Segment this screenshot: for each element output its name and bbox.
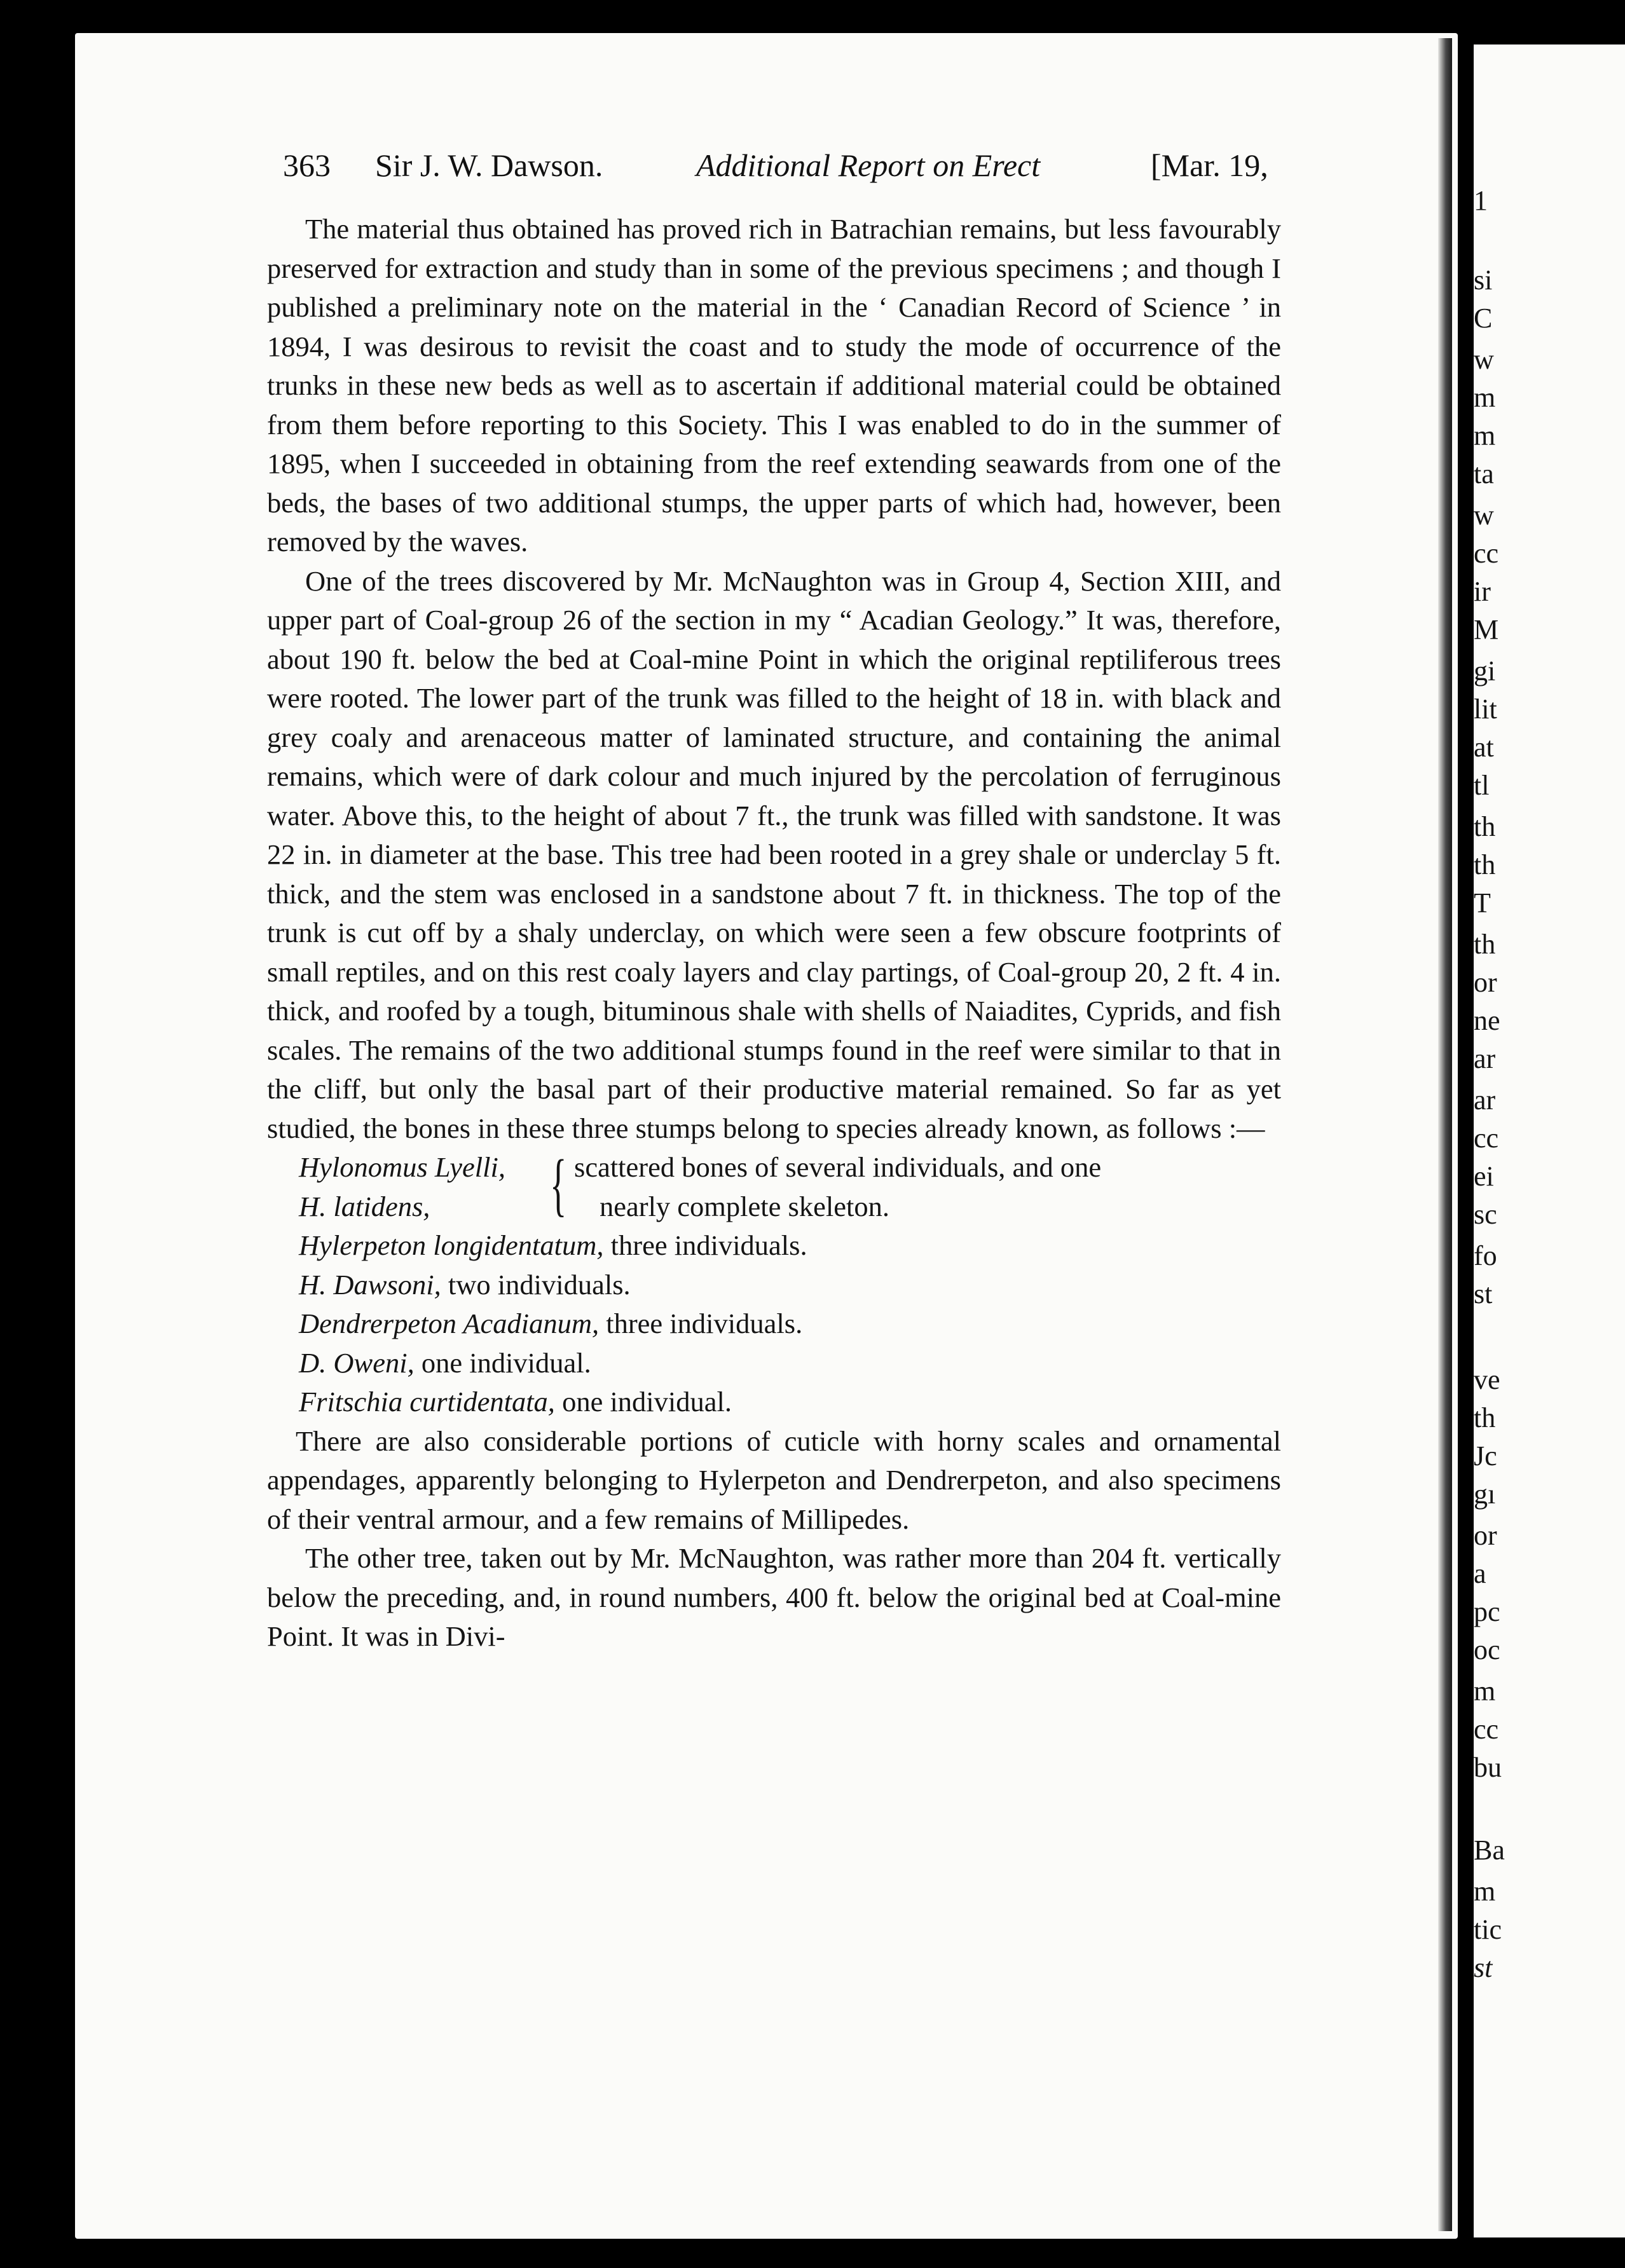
facing-page-fragment: gi xyxy=(1474,655,1496,687)
species-name: H. Dawsoni, xyxy=(299,1268,441,1301)
facing-page-fragment: m xyxy=(1474,382,1496,413)
species-entry xyxy=(267,1383,1281,1422)
header-author: Sir J. W. Dawson. xyxy=(375,147,603,183)
paragraph: The other tree, taken out by Mr. McNaughton, was rather more than 204 ft. vertically below the preceding, and, in round numbers, 400 ft. below the original bed at Coal-mine Point. It was in Divi- xyxy=(267,1542,1281,1652)
page-body xyxy=(267,210,1281,1657)
facing-page-fragment: tic xyxy=(1474,1914,1502,1945)
facing-page-fragment: ar xyxy=(1474,1043,1496,1074)
species-name: Dendrerpeton Acadianum, xyxy=(299,1308,600,1339)
facing-page-fragment: T xyxy=(1474,887,1491,919)
facing-page-fragment: gı xyxy=(1474,1479,1496,1510)
facing-page-fragment: ei xyxy=(1474,1161,1494,1192)
facing-page-fragment: th xyxy=(1474,929,1496,960)
species-note: one individual. xyxy=(414,1346,591,1379)
facing-page-fragment: ta xyxy=(1474,458,1494,489)
facing-page-fragment: a xyxy=(1474,1558,1486,1589)
paragraph: The material thus obtained has proved rich in Batrachian remains, but less favourably preserved for extraction and study than in some of the previous specimens ; and though I published a preliminary note on the material in the ‘ Canadian Record of Science ’ in 1894, I was desirous to revisit the coast and to study the mode of occurrence of the trunks in these new beds as well as to ascertain if additional material could be obtained from them before reporting to this Society. This I was enabled to do in the summer of 1895, when I succeeded in obtaining from the reef extending seawards from one of the beds, the bases of two additional stumps, the upper parts of which had, however, been removed by the waves. xyxy=(267,213,1281,557)
species-note: two individuals. xyxy=(441,1268,631,1301)
facing-page-fragment: m xyxy=(1474,1676,1496,1707)
paragraph: There are also considerable portions of cuticle with horny scales and ornamental appendages, apparently belonging to Hylerpeton and Dendrerpeton, and also specimens of their ventral armour, and a few remains of Millipedes. xyxy=(267,1424,1281,1535)
facing-page-fragment: cc xyxy=(1474,538,1499,569)
facing-page-fragment: 1 xyxy=(1474,185,1488,216)
page-number: 363 xyxy=(283,147,331,183)
facing-page-fragment: w xyxy=(1474,344,1494,375)
facing-page-fragment: si xyxy=(1474,264,1493,296)
species-name: Hylerpeton longidentatum, xyxy=(299,1229,604,1261)
species-name: Fritschia curtidentata, xyxy=(299,1386,555,1418)
facing-page-fragment: st xyxy=(1474,1952,1493,1983)
facing-page-fragment: lit xyxy=(1474,693,1497,725)
header-date: [Mar. 19, xyxy=(1151,147,1268,183)
species-entry xyxy=(267,1344,1281,1383)
facing-page-fragment: oc xyxy=(1474,1634,1500,1665)
species-note: scattered bones of several individuals, and one xyxy=(574,1151,1102,1183)
paragraph: One of the trees discovered by Mr. McNaughton was in Group 4, Section XIII, and upper part of Coal-group 26 of the section in my “ Acadian Geology.” It was, therefore, about 190 ft. below the bed at Coal-mine Point in which the original reptiliferous trees were rooted. The lower part of the trunk was filled to the height of 18 in. with black and grey coaly and arenaceous matter of laminated structure, and containing the animal remains, which were of dark colour and much injured by the percolation of ferruginous water. Above this, to the height of about 7 ft., the trunk was filled with sandstone. It was 22 in. in diameter at the base. This tree had been rooted in a grey shale or underclay 5 ft. thick, and the stem was enclosed in a sandstone about 7 ft. in thickness. The top of the trunk is cut off by a shaly underclay, on which were seen a few obscure footprints of small reptiles, and on this rest coaly layers and clay partings, of Coal-group 20, 2 ft. 4 in. thick, and roofed by a tough, bituminous shale with shells of Naiadites, Cyprids, and fish scales. The remains of the two additional stumps found in the reef were similar to that in the cliff, but only the basal part of their productive material remained. So far as yet studied, the bones in these three stumps belong to species already known, as follows :— xyxy=(267,564,1281,1144)
species-brace-group xyxy=(267,1145,1281,1226)
facing-page-fragment: or xyxy=(1474,1520,1497,1551)
book-spine xyxy=(1438,38,1452,2231)
species-name: Hylonomus Lyelli, xyxy=(299,1151,505,1183)
facing-page-fragment: bu xyxy=(1474,1752,1502,1783)
facing-page-fragment: th xyxy=(1474,1402,1496,1433)
species-note: nearly complete skeleton. xyxy=(600,1190,889,1222)
facing-page-fragment: ve xyxy=(1474,1364,1500,1395)
facing-page-fragment: m xyxy=(1474,420,1496,451)
facing-page-fragment: ar xyxy=(1474,1084,1496,1116)
facing-page-fragment: ir xyxy=(1474,576,1491,607)
facing-page-fragment: C xyxy=(1474,303,1493,334)
facing-page-fragment: cc xyxy=(1474,1714,1499,1745)
species-entry xyxy=(267,1266,1281,1305)
facing-page-fragment: sc xyxy=(1474,1199,1497,1230)
facing-page-fragment: M xyxy=(1474,614,1499,645)
species-name: H. latidens, xyxy=(299,1190,430,1222)
species-note: one individual. xyxy=(554,1386,732,1418)
brace-glyph: { xyxy=(550,1145,567,1223)
facing-page-fragment: Ba xyxy=(1474,1834,1505,1866)
species-note: three individuals. xyxy=(599,1308,803,1339)
facing-page-fragment: Jc xyxy=(1474,1440,1497,1472)
facing-page-fragment: ne xyxy=(1474,1005,1500,1036)
facing-page-fragment: m xyxy=(1474,1876,1496,1907)
species-list xyxy=(267,1145,1281,1422)
facing-page-fragment: fo xyxy=(1474,1240,1497,1271)
header-title: Additional Report on Erect xyxy=(696,147,1041,183)
facing-page-fragment: at xyxy=(1474,732,1494,763)
facing-page-fragment: pc xyxy=(1474,1596,1500,1627)
facing-page-fragment: w xyxy=(1474,500,1494,531)
species-entry xyxy=(267,1226,1281,1266)
facing-page-fragment: cc xyxy=(1474,1123,1499,1154)
facing-page xyxy=(1474,44,1625,2237)
facing-page-fragment: st xyxy=(1474,1278,1493,1309)
species-entry xyxy=(267,1304,1281,1344)
species-note: three individuals. xyxy=(603,1229,807,1261)
facing-page-fragment: or xyxy=(1474,967,1497,998)
facing-page-fragment: tl xyxy=(1474,770,1490,801)
facing-page-fragment: th xyxy=(1474,811,1496,842)
facing-page-fragment: th xyxy=(1474,849,1496,880)
species-name: D. Oweni, xyxy=(299,1346,415,1379)
